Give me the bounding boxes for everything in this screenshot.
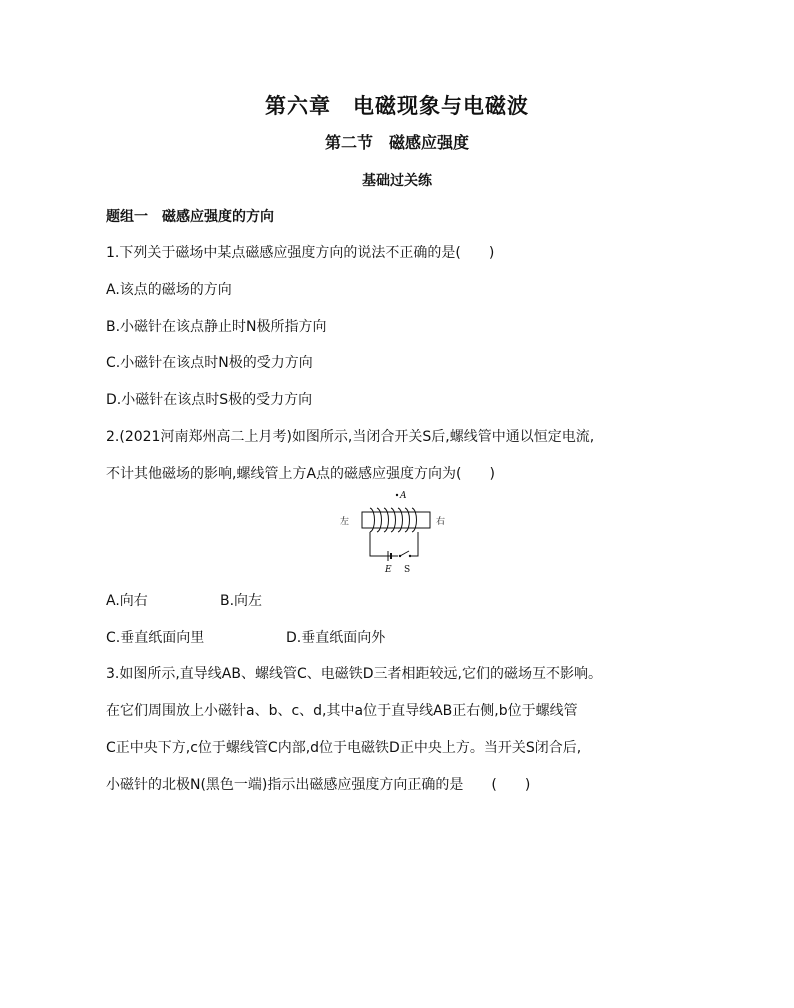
question-3-line3: C正中央下方,c位于螺线管C内部,d位于电磁铁D正中央上方。当开关S闭合后,	[106, 740, 582, 756]
wire-left	[370, 532, 398, 556]
question-2-option-a: A.向右	[106, 593, 148, 609]
question-3-line2: 在它们周围放上小磁针a、b、c、d,其中a位于直导线AB正右侧,b位于螺线管	[106, 703, 578, 719]
left-label: 左	[340, 517, 350, 527]
switch-label: S	[404, 565, 411, 575]
wire-right	[410, 532, 418, 556]
question-1-option-d: D.小磁针在该点时S极的受力方向	[106, 392, 313, 408]
point-a-label: A	[400, 491, 407, 501]
question-1-option-c: C.小磁针在该点时N极的受力方向	[106, 355, 313, 371]
section-title: 第二节 磁感应强度	[324, 133, 469, 152]
question-1-option-b: B.小磁针在该点静止时N极所指方向	[106, 319, 327, 335]
question-2-stem-line2: 不计其他磁场的影响,螺线管上方A点的磁感应强度方向为( )	[106, 466, 495, 482]
question-3-line4: 小磁针的北极N(黑色一端)指示出磁感应强度方向正确的是 ( )	[106, 777, 531, 793]
switch-lever	[400, 551, 409, 556]
question-1-option-a: A.该点的磁场的方向	[106, 282, 232, 298]
question-2-stem-line1: 2.(2021河南郑州高二上月考)如图所示,当闭合开关S后,螺线管中通以恒定电流,	[106, 429, 595, 445]
question-2-option-c: C.垂直纸面向里	[106, 630, 205, 646]
question-2-option-b: B.向左	[220, 593, 263, 609]
solenoid-circuit-figure	[340, 488, 450, 576]
question-3-line1: 3.如图所示,直导线AB、螺线管C、电磁铁D三者相距较远,它们的磁场互不影响。	[106, 666, 602, 682]
subsection-title: 基础过关练	[362, 173, 432, 189]
group-title: 题组一 磁感应强度的方向	[106, 209, 274, 225]
right-label: 右	[436, 517, 446, 527]
chapter-title: 第六章 电磁现象与电磁波	[265, 94, 529, 118]
point-a-dot	[396, 494, 398, 496]
question-2-option-d: D.垂直纸面向外	[286, 630, 386, 646]
question-1-stem: 1.下列关于磁场中某点磁感应强度方向的说法不正确的是( )	[106, 245, 495, 261]
battery-label: E	[385, 565, 392, 575]
switch-contact-right	[409, 555, 411, 557]
